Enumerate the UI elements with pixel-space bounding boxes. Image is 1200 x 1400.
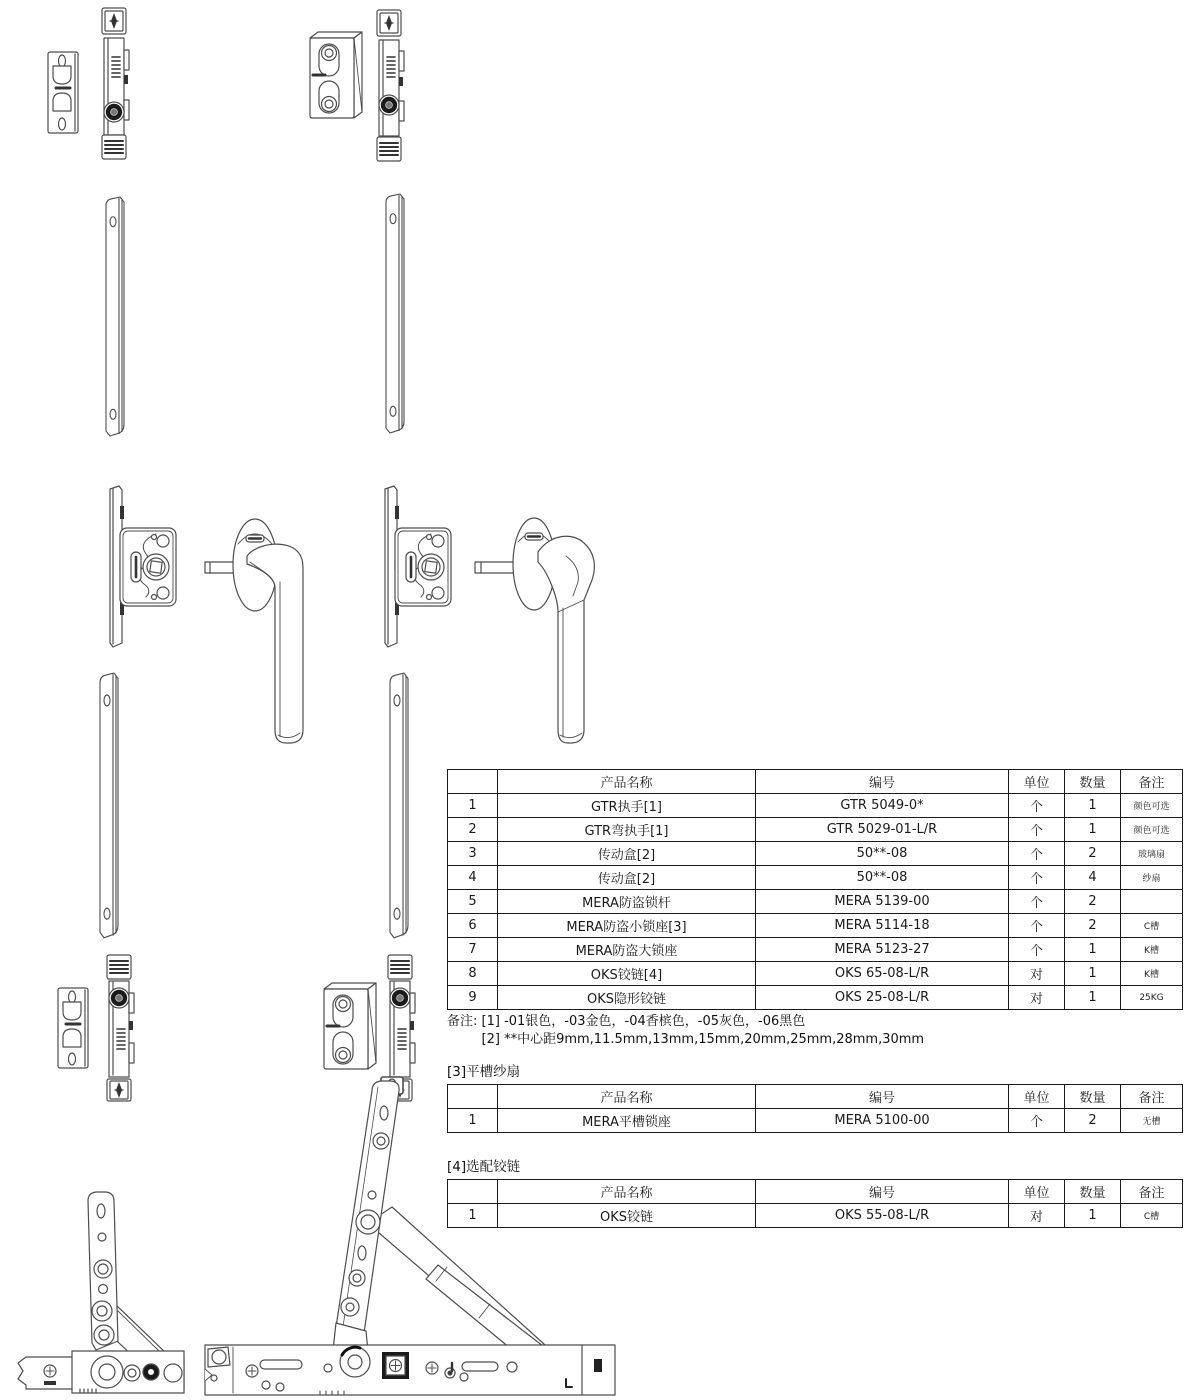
handle-grip (538, 536, 594, 743)
lock-rod-drawing-3 (92, 672, 126, 940)
table-row: 9 OKS隐形铰链 OKS 25-08-L/R 对 1 25KG (448, 986, 1183, 1010)
footnote-line-2: [2] **中心距9mm,11.5mm,13mm,15mm,20mm,25mm,28mm,30mm (481, 1032, 925, 1047)
table-row: 1 OKS铰链 OKS 55-08-L/R 对 1 C槽 (448, 1204, 1183, 1228)
size-mark (594, 1359, 602, 1372)
window-handle-bent-drawing (470, 510, 630, 750)
table-row: 6 MERA防盗小锁座[3] MERA 5114-18 个 2 C槽 (448, 914, 1183, 938)
lockbar-body (379, 40, 399, 136)
col-header-remark: 备注 (1121, 770, 1183, 794)
table-row: 4 传动盒[2] 50**-08 个 4 纱扇 (448, 866, 1183, 890)
table-row: 5 MERA防盗锁杆 MERA 5139-00 个 2 (448, 890, 1183, 914)
table-row: 2 GTR弯执手[1] GTR 5029-01-L/R 个 1 颜色可选 (448, 818, 1183, 842)
table-row: 7 MERA防盗大锁座 MERA 5123-27 个 1 K槽 (448, 938, 1183, 962)
lock-rod-drawing-4 (382, 672, 416, 940)
table-row: 1 MERA平槽锁座 MERA 5100-00 个 2 无槽 (448, 1109, 1183, 1133)
table-header-row: 产品名称 编号 单位 数量 备注 (448, 1085, 1183, 1109)
footnote-label: 备注: (447, 1014, 478, 1029)
hinge-corner-drawing (10, 1185, 195, 1397)
drive-gearbox-drawing-1 (104, 484, 184, 652)
lock-rod-drawing-1 (98, 196, 132, 438)
table-row: 8 OKS铰链[4] OKS 65-08-L/R 对 1 K槽 (448, 962, 1183, 986)
lock-keeper-and-bar-drawing-2 (300, 5, 435, 165)
brand-mark (44, 1381, 56, 1385)
section-title-screen-sash: [3]平槽纱扇 (447, 1064, 521, 1080)
lock-keeper-and-bar-drawing-3 (50, 953, 180, 1103)
footnotes (447, 1013, 924, 1049)
window-handle-straight-drawing (200, 512, 315, 752)
lock-rod-drawing-2 (378, 193, 412, 435)
drive-gearbox-drawing-2 (379, 484, 459, 652)
table-header-row (448, 770, 1183, 794)
col-header-code: 编号 (756, 770, 1009, 794)
table-row: 3 传动盒[2] 50**-08 个 2 玻璃扇 (448, 842, 1183, 866)
optional-hinge-table (447, 1179, 1183, 1228)
section-title-optional-hinge: [4]选配铰链 (447, 1159, 521, 1175)
table-row: 1 GTR执手[1] GTR 5049-0* 个 1 颜色可选 (448, 794, 1183, 818)
screen-sash-table (447, 1084, 1183, 1133)
col-header-unit: 单位 (1009, 770, 1065, 794)
main-parts-table (447, 769, 1183, 1010)
lock-keeper-and-bar-drawing-1 (40, 5, 170, 163)
stay-arm-vertical (336, 1081, 399, 1333)
footnote-line-1: [1] -01银色，-03金色，-04香槟色，-05灰色，-06黑色 (481, 1014, 806, 1029)
col-header-name: 产品名称 (498, 770, 756, 794)
col-header-qty: 数量 (1065, 770, 1121, 794)
col-header-no (448, 770, 498, 794)
table-header-row: 产品名称 编号 单位 数量 备注 (448, 1180, 1183, 1204)
